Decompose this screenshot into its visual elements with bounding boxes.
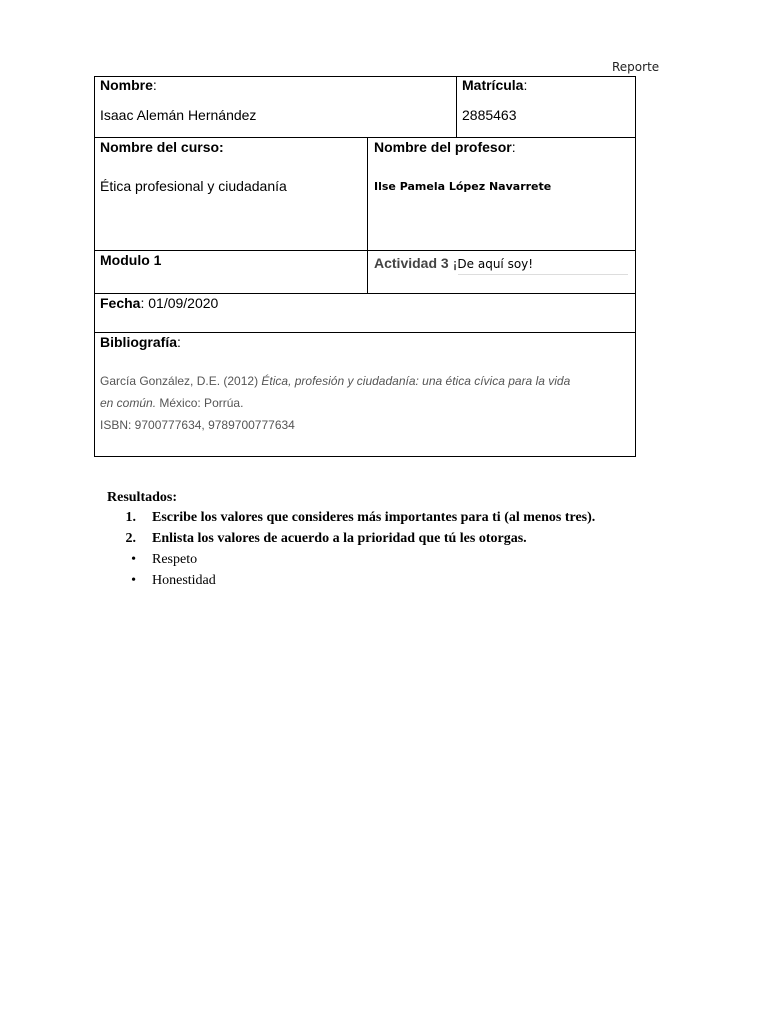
results-title: Resultados: — [107, 490, 178, 505]
profesor-label: Nombre del profesor: — [374, 139, 516, 155]
report-header-label: Reporte — [612, 60, 660, 74]
bibliografia-entry — [100, 370, 570, 436]
profesor-value: Ilse Pamela López Navarrete — [374, 180, 552, 193]
bib-line-3: ISBN: 9700777634, 9789700777634 — [100, 418, 295, 432]
question-2: 2. Enlista los valores de acuerdo a la prioridad que tú les otorgas. — [125, 531, 527, 546]
actividad-label: Actividad 3 ¡De aquí soy! — [374, 255, 534, 271]
matricula-value: 2885463 — [462, 107, 517, 123]
curso-value: Ética profesional y ciudadanía — [100, 178, 287, 194]
nombre-label: Nombre: — [100, 77, 157, 93]
bullet-item: • Respeto — [131, 552, 198, 567]
modulo-label: Modulo 1 — [100, 252, 162, 268]
question-1: 1. Escribe los valores que consideres más importantes para ti (al menos tres). — [125, 510, 596, 525]
bullet-item: • Honestidad — [131, 573, 216, 588]
curso-label: Nombre del curso: — [100, 139, 224, 155]
results-section — [107, 490, 595, 594]
fecha-label: Fecha: 01/09/2020 — [100, 295, 219, 311]
actividad-underline — [458, 274, 628, 275]
bibliografia-label: Bibliografía: — [100, 334, 181, 350]
nombre-value: Isaac Alemán Hernández — [100, 107, 257, 123]
bib-line-2: en común. México: Porrúa. — [100, 396, 244, 410]
matricula-label: Matrícula: — [462, 77, 528, 93]
bib-line-1: García González, D.E. (2012) Ética, profesión y ciudadanía: una ética cívica para la vida — [100, 374, 571, 388]
